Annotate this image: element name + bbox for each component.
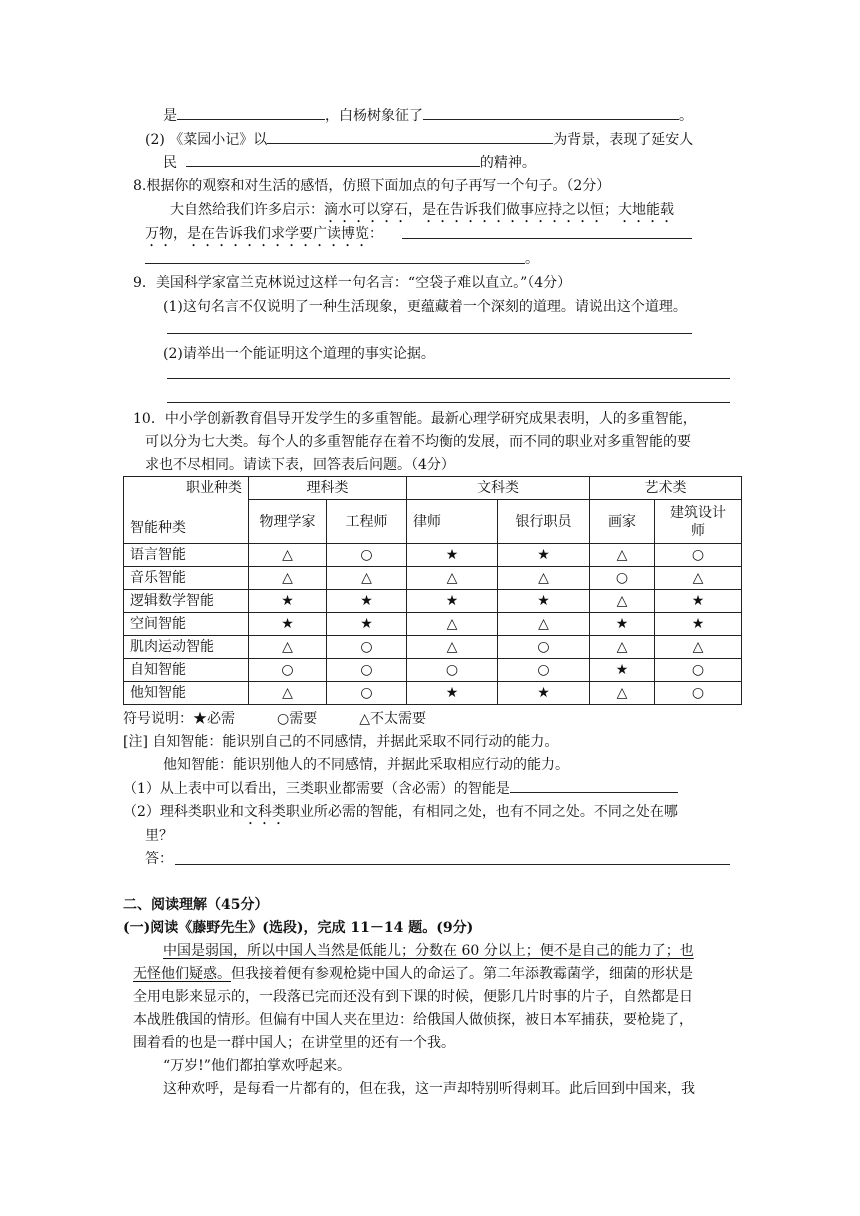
rating-cell: △ <box>590 590 655 613</box>
intelligence-name: 他知智能 <box>124 682 249 705</box>
rating-cell: ○ <box>327 636 407 659</box>
table-row <box>124 590 742 613</box>
passage-line-4: 本战胜俄国的情形。但偏有中国人夹在里边：给俄国人做侦探，被日本军捕获，要枪毙了， <box>133 1012 693 1028</box>
rating-cell: △ <box>498 613 590 636</box>
rating-cell: △ <box>590 682 655 705</box>
intelligence-name: 语言智能 <box>124 544 249 567</box>
rating-cell: ○ <box>655 544 742 567</box>
q8-dotted-sentence-2: 大地能载 <box>618 202 674 218</box>
passage-line-2-rest: 但我接着便有参观枪毙中国人的命运了。第二年添教霉菌学，细菌的形状是 <box>231 966 693 982</box>
rating-cell: △ <box>327 567 407 590</box>
rating-cell: ○ <box>655 659 742 682</box>
passage-line-3: 全用电影来显示的，一段落已完而还没有到下课的时候，便影几片时事的片子，自然都是日 <box>133 989 693 1005</box>
q7-blank-3[interactable] <box>267 129 553 144</box>
intelligence-name: 逻辑数学智能 <box>124 590 249 613</box>
q7-blank-2[interactable] <box>423 105 679 120</box>
intelligence-table <box>123 476 742 705</box>
section-2-subtitle: (一)阅读《藤野先生》(选段)，完成 11－14 题。(9分) <box>123 920 474 936</box>
q9-sub1: (1)这句名言不仅说明了一种生活现象，更蕴藏着一个深刻的道理。请说出这个道理。 <box>163 299 687 315</box>
q10-stem-line3: 求也不尽相同。请读下表，回答表后问题。（4分） <box>145 457 455 473</box>
rating-cell: △ <box>407 613 498 636</box>
q7-item2-line2 <box>163 152 536 173</box>
profession-header: 律师 <box>407 500 498 544</box>
rating-cell: ○ <box>249 659 327 682</box>
q9-sub2: (2)请举出一个能证明这个道理的事实论据。 <box>163 346 435 362</box>
rating-cell: △ <box>249 567 327 590</box>
q9-stem: 9．美国科学家富兰克林说过这样一句名言：“空袋子难以直立。”（4分） <box>133 275 572 291</box>
rating-cell: ★ <box>407 544 498 567</box>
q7-item2 <box>145 129 693 150</box>
q7-blank-4[interactable] <box>186 152 480 167</box>
rating-cell: ○ <box>498 659 590 682</box>
rating-cell: ○ <box>407 659 498 682</box>
rating-cell: ○ <box>327 682 407 705</box>
q8-end: 。 <box>525 251 539 267</box>
rating-cell: ★ <box>590 659 655 682</box>
q7-item2-line2-prefix: 民 <box>163 155 177 171</box>
q8-text-line2 <box>145 224 383 250</box>
table-row <box>124 613 742 636</box>
rating-cell: ★ <box>327 590 407 613</box>
rating-cell: ★ <box>407 590 498 613</box>
note-2: 他知智能：能识别他人的不同感情，并据此采取相应行动的能力。 <box>163 757 569 773</box>
intelligence-name: 音乐智能 <box>124 567 249 590</box>
rating-cell: △ <box>249 544 327 567</box>
q8-dotted-sentence-3: 万物，是在告诉我们求学要广读博览 <box>145 226 369 242</box>
table-legend: 符号说明：★必需 ○需要 △不太需要 <box>123 711 426 727</box>
q8-answer-line-2[interactable] <box>145 263 525 264</box>
table-row <box>124 544 742 567</box>
q10-sub1-text: （1）从上表中可以看出，三类职业都需要（含必需）的智能是 <box>123 781 510 797</box>
table-corner-top: 职业种类 <box>186 480 242 496</box>
q7-item2-mid: 为背景，表现了延安人 <box>553 132 694 148</box>
passage-line-1 <box>163 941 694 961</box>
q9-answer-line-1[interactable] <box>167 333 692 334</box>
q10-answer-line[interactable] <box>175 864 730 865</box>
q8-stem: 8.根据你的观察和对生活的感悟，仿照下面加点的句子再写一个句子。（2分） <box>133 178 611 194</box>
profession-header: 建筑设计师 <box>655 500 742 544</box>
q7-item2-prefix: (2) 《菜园小记》以 <box>145 132 268 148</box>
q10-sub2-c: 职业所必需的智能，有相同之处，也有不同之处。不同之处在哪 <box>285 804 678 820</box>
q10-sub2-dotted: 文科类 <box>243 804 286 820</box>
q10-sub1-blank[interactable] <box>510 778 678 793</box>
rating-cell: △ <box>498 567 590 590</box>
passage-line-5: 围着看的也是一群中国人；在讲堂里的还有一个我。 <box>133 1035 455 1051</box>
rating-cell: ★ <box>407 682 498 705</box>
table-row <box>124 567 742 590</box>
passage-paragraph-3: 这种欢呼，是每看一片都有的，但在我，这一声却特别听得刺耳。此后回到中国来，我 <box>163 1081 695 1097</box>
rating-cell: △ <box>590 636 655 659</box>
q8-text-line1 <box>170 200 674 226</box>
rating-cell: ★ <box>498 682 590 705</box>
intelligence-name: 自知智能 <box>124 659 249 682</box>
q10-sub1 <box>123 778 678 799</box>
profession-header: 工程师 <box>327 500 407 544</box>
rating-cell: △ <box>590 544 655 567</box>
table-row <box>124 682 742 705</box>
table-corner-cell <box>124 477 249 544</box>
intelligence-name: 肌肉运动智能 <box>124 636 249 659</box>
table-row <box>124 659 742 682</box>
rating-cell: △ <box>249 636 327 659</box>
q7-line1-mid: ，白杨树象征了 <box>325 108 423 124</box>
rating-cell: △ <box>655 567 742 590</box>
section-2-title: 二、阅读理解（45分） <box>123 897 269 913</box>
q10-stem-line1: 10．中小学创新教育倡导开发学生的多重智能。最新心理学研究成果表明，人的多重智能， <box>133 411 697 427</box>
rating-cell: △ <box>407 636 498 659</box>
passage-paragraph-2: “万岁!”他们都拍掌欢呼起来。 <box>163 1058 351 1074</box>
q10-sub2-line2: 里？ <box>145 828 173 844</box>
rating-cell: ★ <box>249 613 327 636</box>
q8-dotted-sentence-1: 滴水可以穿石，是在告诉我们做事应持之以恒； <box>324 202 618 218</box>
q7-blank-1[interactable] <box>177 105 325 120</box>
q7-line1-end: 。 <box>679 108 693 124</box>
group-arts: 艺术类 <box>590 477 742 500</box>
q10-sub2 <box>123 802 678 828</box>
passage-underlined-1: 中国是弱国，所以中国人当然是低能儿；分数在 60 分以上；便不是自己的能力了；也 <box>163 943 694 959</box>
group-liberal-arts: 文科类 <box>407 477 590 500</box>
rating-cell: △ <box>407 567 498 590</box>
rating-cell: ★ <box>590 613 655 636</box>
q8-answer-line-1[interactable] <box>402 238 692 239</box>
q7-line1-prefix: 是 <box>163 108 177 124</box>
rating-cell: ○ <box>327 544 407 567</box>
rating-cell: △ <box>249 682 327 705</box>
rating-cell: ★ <box>327 613 407 636</box>
profession-header: 画家 <box>590 500 655 544</box>
profession-header: 物理学家 <box>249 500 327 544</box>
table-row <box>124 636 742 659</box>
q9-answer-line-2[interactable] <box>167 378 730 379</box>
passage-line-2 <box>133 964 693 984</box>
profession-header: 银行职员 <box>498 500 590 544</box>
q7-line1 <box>163 105 693 126</box>
q7-item2-line2-end: 的精神。 <box>479 155 536 171</box>
rating-cell: △ <box>655 636 742 659</box>
q9-answer-line-3[interactable] <box>167 402 730 403</box>
rating-cell: ★ <box>498 544 590 567</box>
note-1: [注] 自知智能：能识别自己的不同感情，并据此采取不同行动的能力。 <box>123 734 559 750</box>
q10-sub2-a: （2）理科类职业和 <box>123 804 244 820</box>
rating-cell: ★ <box>249 590 327 613</box>
rating-cell: ○ <box>590 567 655 590</box>
rating-cell: ★ <box>498 590 590 613</box>
answer-label: 答： <box>145 851 173 867</box>
passage-underlined-2: 无怪他们疑惑。 <box>133 966 231 982</box>
rating-cell: ○ <box>655 682 742 705</box>
group-science: 理科类 <box>249 477 407 500</box>
q10-stem-line2: 可以分为七大类。每个人的多重智能存在着不均衡的发展，而不同的职业对多重智能的要 <box>145 434 691 450</box>
rating-cell: ★ <box>655 590 742 613</box>
rating-cell: ○ <box>498 636 590 659</box>
q8-colon: ： <box>369 226 383 242</box>
rating-cell: ★ <box>655 613 742 636</box>
intelligence-name: 空间智能 <box>124 613 249 636</box>
table-corner-bottom: 智能种类 <box>130 520 186 536</box>
q8-text-plain: 大自然给我们许多启示： <box>170 202 324 218</box>
rating-cell: ○ <box>327 659 407 682</box>
